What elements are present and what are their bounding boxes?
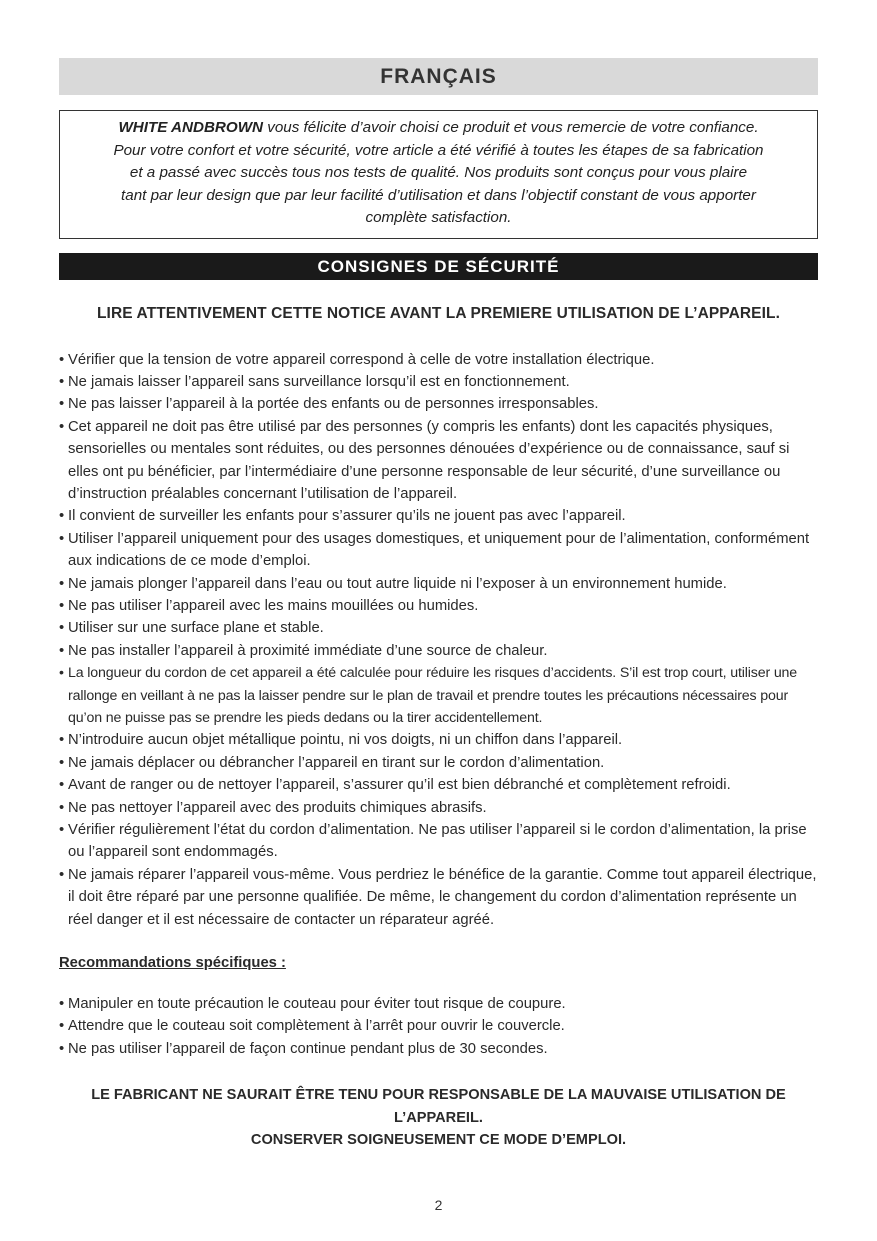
list-item: • Ne pas nettoyer l’appareil avec des produits chimiques abrasifs. [59,799,487,816]
list-item: • Ne pas utiliser l’appareil de façon continue pendant plus de 30 secondes. [59,1040,548,1057]
list-item: • Manipuler en toute précaution le couteau pour éviter tout risque de coupure. [59,996,566,1013]
list-item: • Ne pas utiliser l’appareil avec les mains mouillées ou humides. [59,597,479,614]
list-item: • Utiliser sur une surface plane et stable. [59,620,324,637]
list-item: • Avant de ranger ou de nettoyer l’appareil, s’assurer qu’il est bien débranché et complètement refroidi. [59,777,731,794]
intro-line: et a passé avec succès tous nos tests de qualité. Nos produits sont conçus pour vous plaire [129,164,748,181]
intro-line: Pour votre confort et votre sécurité, votre article a été vérifié à toutes les étapes de sa fabrication [113,141,764,159]
document-page [59,58,818,1152]
list-item: • Ne jamais plonger l’appareil dans l’eau ou tout autre liquide ni l’exposer à un environnement humide. [59,575,727,592]
list-item: • Ne pas installer l’appareil à proximité immédiate d’une source de chaleur. [59,642,548,659]
intro-box [59,110,818,239]
list-item: • Utiliser l’appareil uniquement pour des usages domestiques, et uniquement pour de l’alimentation, conformément aux indications de ce mode d’emploi. [59,530,810,570]
list-item: • Ne jamais laisser l’appareil sans surveillance lorsqu’il est en fonctionnement. [59,373,570,390]
list-item: • Il convient de surveiller les enfants pour s’assurer qu’ils ne jouent pas avec l’appareil. [59,508,626,525]
list-item: • Ne pas laisser l’appareil à la portée des enfants ou de personnes irresponsables. [59,396,599,413]
page-number: 2 [434,1197,443,1213]
list-item: • N’introduire aucun objet métallique pointu, ni vos doigts, ni un chiffon dans l’appareil. [59,732,623,749]
manufacturer-disclaimer: LE FABRICANT NE SAURAIT ÊTRE TENU POUR RESPONSABLE DE LA MAUVAISE UTILISATION DE L’APPAREIL. [91,1087,786,1126]
intro-line: vous félicite d’avoir choisi ce produit et vous remercie de votre confiance. [267,119,759,136]
read-notice-warning: LIRE ATTENTIVEMENT CETTE NOTICE AVANT LA PREMIERE UTILISATION DE L’APPAREIL. [96,304,780,322]
recommendations-list [59,993,818,1060]
intro-line: complète satisfaction. [365,209,512,226]
list-item: • La longueur du cordon de cet appareil a été calculée pour réduire les risques d’accidents. S’il est trop court, utiliser une rallonge en veillant à ne pas la laisser pendre sur le plan de travail et prendre toutes les précautions nécessaires pour qu’on ne puisse pas se prendre les pieds dedans ou la tirer accidentellement. [59,665,798,726]
intro-line: tant par leur design que par leur facilité d’utilisation et dans l’objectif constant de vous apporter [121,186,756,204]
keep-manual-notice: CONSERVER SOIGNEUSEMENT CE MODE D’EMPLOI. [250,1132,627,1149]
safety-section-header: CONSIGNES DE SÉCURITÉ [59,253,818,280]
list-item: • Cet appareil ne doit pas être utilisé par des personnes (y compris les enfants) dont les capacités physiques, sensorielles ou mentales sont réduites, ou des personnes dénouées d’expérience ou de connaissance, sauf si elles ont pu bénéficier, par l’intermédiaire d’une personne responsable de leur sécurité, d’une surveillance ou d’instruction préalables concernant l’utilisation de l’appareil. [59,418,790,502]
list-item: • Ne jamais déplacer ou débrancher l’appareil en tirant sur le cordon d’alimentation. [59,754,605,771]
safety-rules-list [59,349,818,932]
recommendations-title: Recommandations spécifiques : [59,955,286,972]
footer-warning [59,1084,818,1152]
list-item: • Vérifier régulièrement l’état du cordon d’alimentation. Ne pas utiliser l’appareil si le cordon d’alimentation, la prise ou l’appareil sont endommagés. [59,822,807,861]
brand-name: WHITE ANDBROWN [118,119,263,136]
list-item: • Ne jamais réparer l’appareil vous-même. Vous perdriez le bénéfice de la garantie. Comme tout appareil électrique, il doit être réparé par une personne qualifiée. De même, le changement du cordon d’alimentation représente un réel danger et il est nécessaire de contacter un réparateur agréé. [59,866,817,928]
language-header: FRANÇAIS [59,58,818,95]
list-item: • Vérifier que la tension de votre appareil correspond à celle de votre installation électrique. [59,351,655,368]
list-item: • Attendre que le couteau soit complètement à l’arrêt pour ouvrir le couvercle. [59,1018,565,1035]
